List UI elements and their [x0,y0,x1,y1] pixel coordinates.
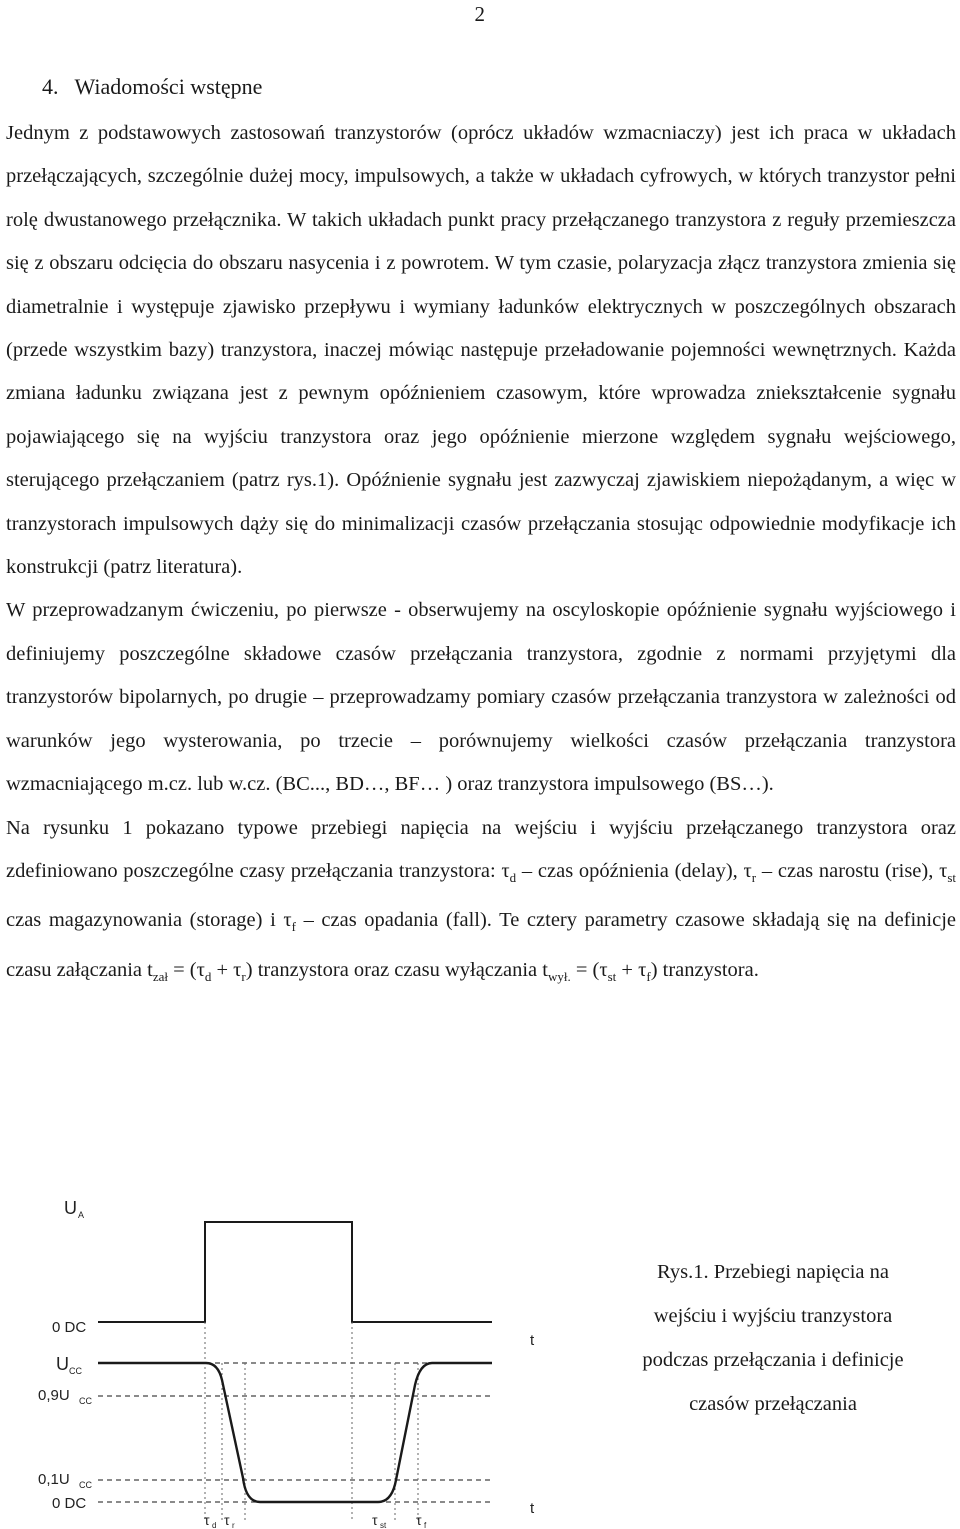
sub-f: f [291,919,296,935]
label-t-top: t [530,1332,535,1349]
section-number: 4. [42,74,59,99]
tau-symbol: τ [501,859,510,882]
section-title: Wiadomości wstępne [74,74,263,99]
sub-zal: zał [152,969,168,984]
sub-f: f [646,969,651,984]
eq-open: = ( [167,958,197,981]
plus-sign: + [616,958,639,981]
label-tau-f: τ [416,1512,422,1528]
tau-symbol: τ [599,958,608,981]
label-tau-st: τ [372,1512,378,1528]
label-ua: U [64,1198,77,1218]
sub-r: r [751,870,757,885]
def-tzal-mid: tranzystora oraz czasu wyłączania [257,958,538,981]
label-tau-st-sub: st [380,1521,387,1529]
label-tau-d: τ [204,1512,210,1528]
sub-st: st [607,969,617,984]
label-tau-d-sub: d [212,1521,217,1529]
tau-symbol: τ [283,909,292,932]
input-pulse [98,1222,492,1322]
plus-sign: + [211,958,234,981]
close-paren: ) [650,958,658,981]
page-number: 2 [474,2,485,26]
sub-wyl: wył. [547,969,571,984]
sub-st: st [947,870,957,885]
label-ucc: U [56,1354,69,1374]
caption-line: Rys.1. Przebiegi napięcia na [656,1261,889,1283]
figure-caption [588,1250,958,1426]
t-symbol: t [147,958,153,981]
paragraph-intro: Jednym z podstawowych zastosowań tranzystorów (oprócz układów wzmacniaczy) jest ich praca w układach przełączających, szczególnie dużej mocy, impulsowych, a także w układach cyfrowych, w których tranzystor pełni rolę dwustanowego przełącznika. W takich układach punkt pracy przełączanego tranzystora z reguły przemieszcza się z obszaru odcięcia do obszaru nasycenia i z powrotem. W tym czasie, polaryzacja złącz tranzystora zmienia się diametralnie i występuje zjawisko przepływu i wymiany ładunków elektrycznych w poszczególnych obszarach (przede wszystkim bazy) tranzystora, inaczej mówiąc następuje przeładowanie pojemności wewnętrznych. Każda zmiana ładunku związana jest z pewnym opóźnieniem czasowym, które wprowadza zniekształcenie sygnału pojawiającego się na wyjściu tranzystora oraz jego opóźnienie mierzone względem sygnału wejściowego, sterującego przełączaniem (patrz rys.1). Opóźnienie sygnału jest zazwyczaj zjawiskiem niepożądanym, a więc w tranzystorach impulsowych dąży się do minimalizacji czasów przełączania stosując odpowiednie modyfikacje ich konstrukcji (patrz literatura). [6,122,956,579]
switching-waveform-figure [0,1180,560,1529]
label-01ucc: 0,1U [38,1471,70,1488]
label-0dc-bottom: 0 DC [52,1495,87,1512]
tau-symbol: τ [638,958,647,981]
output-waveform [98,1363,492,1502]
tau-symbol: τ [196,958,205,981]
label-ucc-sub: CC [69,1366,82,1376]
label-tau-f-sub: f [424,1521,427,1529]
def-storage: czas magazynowania (storage) i [6,909,276,932]
sub-r: r [241,969,246,984]
paragraph-definitions [6,807,956,999]
caption-line: podczas przełączania i definicje [642,1349,904,1371]
caption-line: czasów przełączania [689,1393,857,1415]
definitions-intro: Na rysunku 1 pokazano typowe przebiegi napięcia na wejściu i wyjściu przełączanego tranzystora oraz zdefiniowano poszczególne czasy przełączania tranzystora: [6,816,956,882]
label-09ucc-sub: CC [79,1396,92,1406]
label-t-bottom: t [530,1500,535,1517]
def-delay: – czas opóźnienia (delay), [521,859,738,882]
label-tau-r: τ [224,1512,230,1528]
def-rise: – czas narostu (rise), [761,859,934,882]
caption-line: wejściu i wyjściu tranzystora [653,1305,893,1327]
label-0dc-top: 0 DC [52,1319,87,1336]
def-end: tranzystora. [662,958,759,981]
def-fall: – czas opadania (fall). Te cztery parametry czasowe składają się na definicje czasu załączania [6,909,957,981]
label-09ucc: 0,9U [38,1387,70,1404]
tau-symbol: τ [743,859,752,882]
eq-open: = ( [570,958,600,981]
body-text [6,112,956,998]
label-ua-sub: A [78,1210,85,1220]
t-symbol: t [542,958,548,981]
paragraph-exercise: W przeprowadzanym ćwiczeniu, po pierwsze - obserwujemy na oscyloskopie opóźnienie sygnału wyjściowego i definiujemy poszczególne składowe czasów przełączania tranzystora, zgodnie z normami przyjętymi dla tranzystorów bipolarnych, po drugie – przeprowadzamy pomiary czasów przełączania tranzystora w zależności od warunków jego wysterowania, po trzecie – porównujemy wielkości czasów przełączania tranzystora wzmacniającego m.cz. lub w.cz. (BC..., BD…, BF… ) oraz tranzystora impulsowego (BS…). [6,599,956,796]
tau-symbol: τ [233,958,242,981]
sub-d: d [509,870,517,885]
section-heading [42,74,262,100]
sub-d: d [204,969,212,984]
label-01ucc-sub: CC [79,1480,92,1490]
tau-symbol: τ [939,859,948,882]
label-tau-r-sub: r [232,1521,235,1529]
close-paren: ) [245,958,253,981]
